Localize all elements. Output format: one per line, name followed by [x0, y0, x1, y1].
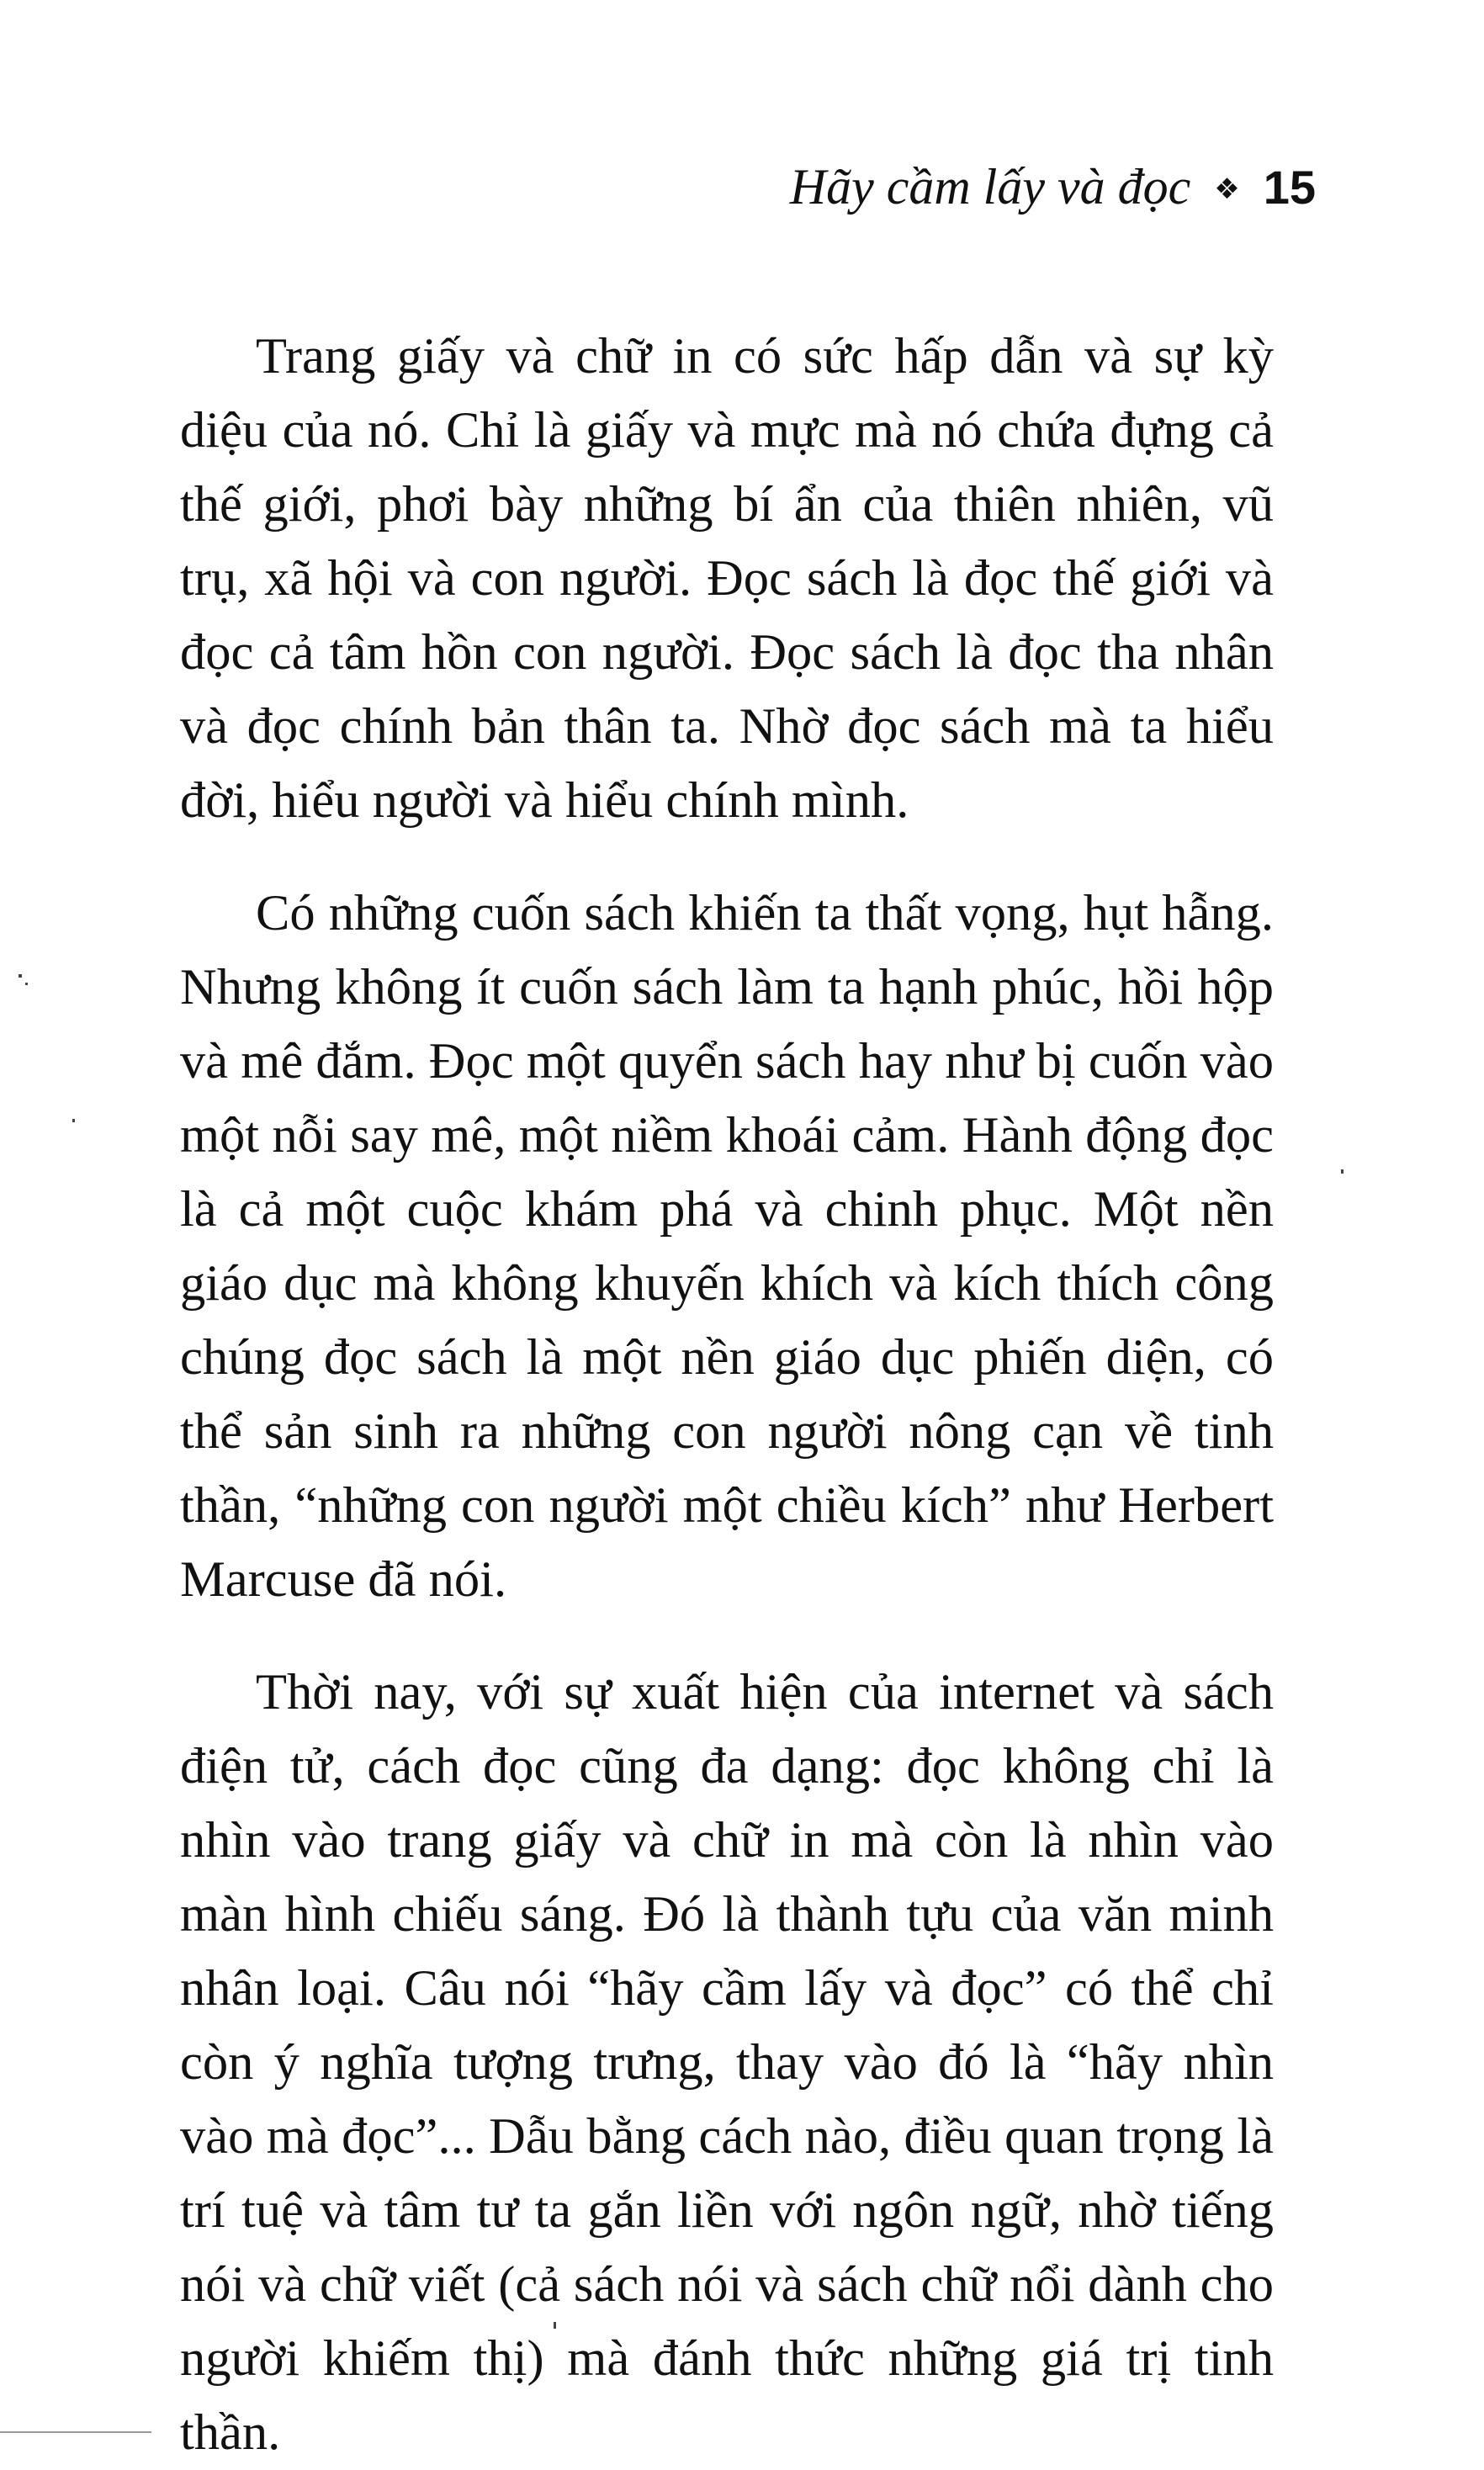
page-number: 15 — [1263, 161, 1316, 214]
paragraph-2: Có những cuốn sách khiến ta thất vọng, hụt hẫng. Nhưng không ít cuốn sách làm ta hạnh phúc, hồi hộp và mê đắm. Đọc một quyển sách hay như bị cuốn vào một nỗi say mê, một niềm khoái cảm. Hành động đọc là cả một cuộc khám phá và chinh phục. Một nền giáo dục mà không khuyến khích và kích thích công chúng đọc sách là một nền giáo dục phiến diện, có thể sản sinh ra những con người nông cạn về tinh thần, “những con người một chiều kích” như Herbert Marcuse đã nói. — [180, 885, 1274, 1608]
running-title: Hãy cầm lấy và đọc — [789, 159, 1191, 215]
scan-speck — [554, 2322, 556, 2329]
running-header — [790, 158, 1316, 216]
paragraph-1: Trang giấy và chữ in có sức hấp dẫn và sự kỳ diệu của nó. Chỉ là giấy và mực mà nó chứa đựng cả thế giới, phơi bày những bí ẩn của thiên nhiên, vũ trụ, xã hội và con người. Đọc sách là đọc thế giới và đọc cả tâm hồn con người. Đọc sách là đọc tha nhân và đọc chính bản thân ta. Nhờ đọc sách mà ta hiểu đời, hiểu người và hiểu chính mình. — [180, 328, 1274, 829]
scan-speck — [72, 1119, 75, 1122]
scan-speck — [25, 983, 28, 985]
scan-edge-line — [0, 2431, 151, 2433]
diamond-ornament-icon: ❖ — [1214, 172, 1240, 206]
scan-speck — [19, 974, 22, 978]
scan-speck — [1341, 1169, 1344, 1174]
paragraph-3: Thời nay, với sự xuất hiện của internet và sách điện tử, cách đọc cũng đa dạng: đọc không chỉ là nhìn vào trang giấy và chữ in mà còn là nhìn vào màn hình chiếu sáng. Đó là thành tựu của văn minh nhân loại. Câu nói “hãy cầm lấy và đọc” có thể chỉ còn ý nghĩa tượng trưng, thay vào đó là “hãy nhìn vào mà đọc”... Dẫu bằng cách nào, điều quan trọng là trí tuệ và tâm tư ta gắn liền với ngôn ngữ, nhờ tiếng nói và chữ viết (cả sách nói và sách chữ nổi dành cho người khiếm thị) mà đánh thức những giá trị tinh thần. — [180, 1664, 1274, 2461]
body-text — [180, 320, 1274, 2470]
